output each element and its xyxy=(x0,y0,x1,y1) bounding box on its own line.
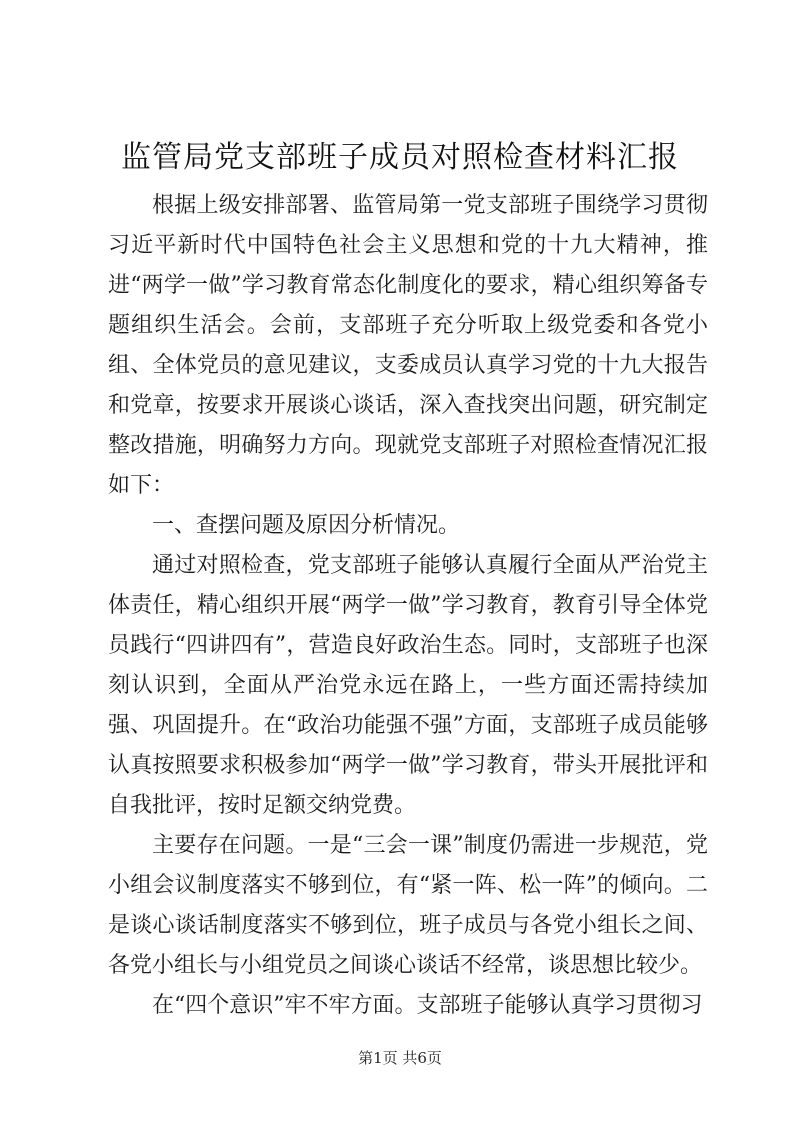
paragraph-problems: 主要存在问题。一是“三会一课”制度仍需进一步规范，党小组会议制度落实不够到位，有“紧一阵、松一阵”的倾向。二是谈心谈话制度落实不够到位，班子成员与各党小组长之间、各党小组长与小组党员之间谈心谈话不经常，谈思想比较少。 xyxy=(108,833,708,978)
paragraph-intro: 根据上级安排部署、监管局第一党支部班子围绕学习贯彻习近平新时代中国特色社会主义思想和党的十九大精神，推进“两学一做”学习教育常态化制度化的要求，精心组织筹备专题组织生活会。会前，支部班子充分听取上级党委和各党小组、全体党员的意见建议，支委成员认真学习党的十九大报告和党章，按要求开展谈心谈话，深入查找突出问题，研究制定整改措施，明确努力方向。现就党支部班子对照检查情况汇报如下： xyxy=(108,193,708,498)
paragraph-section-heading: 一、查摆问题及原因分析情况。 xyxy=(152,513,461,538)
document-title: 监管局党支部班子成员对照检查材料汇报 xyxy=(121,140,679,175)
document-body xyxy=(108,186,708,1026)
paragraph-four-awareness: 在“四个意识”牢不牢方面。支部班子能够认真学习贯彻习 xyxy=(152,993,703,1018)
paragraph-review: 通过对照检查，党支部班子能够认真履行全面从严治党主体责任，精心组织开展“两学一做”学习教育，教育引导全体党员践行“四讲四有”，营造良好政治生态。同时，支部班子也深刻认识到，全面从严治党永远在路上，一些方面还需持续加强、巩固提升。在“政治功能强不强”方面，支部班子成员能够认真按照要求积极参加“两学一做”学习教育，带头开展批评和自我批评，按时足额交纳党费。 xyxy=(108,553,708,818)
page-number-footer: 第1页 共6页 xyxy=(358,1049,442,1067)
